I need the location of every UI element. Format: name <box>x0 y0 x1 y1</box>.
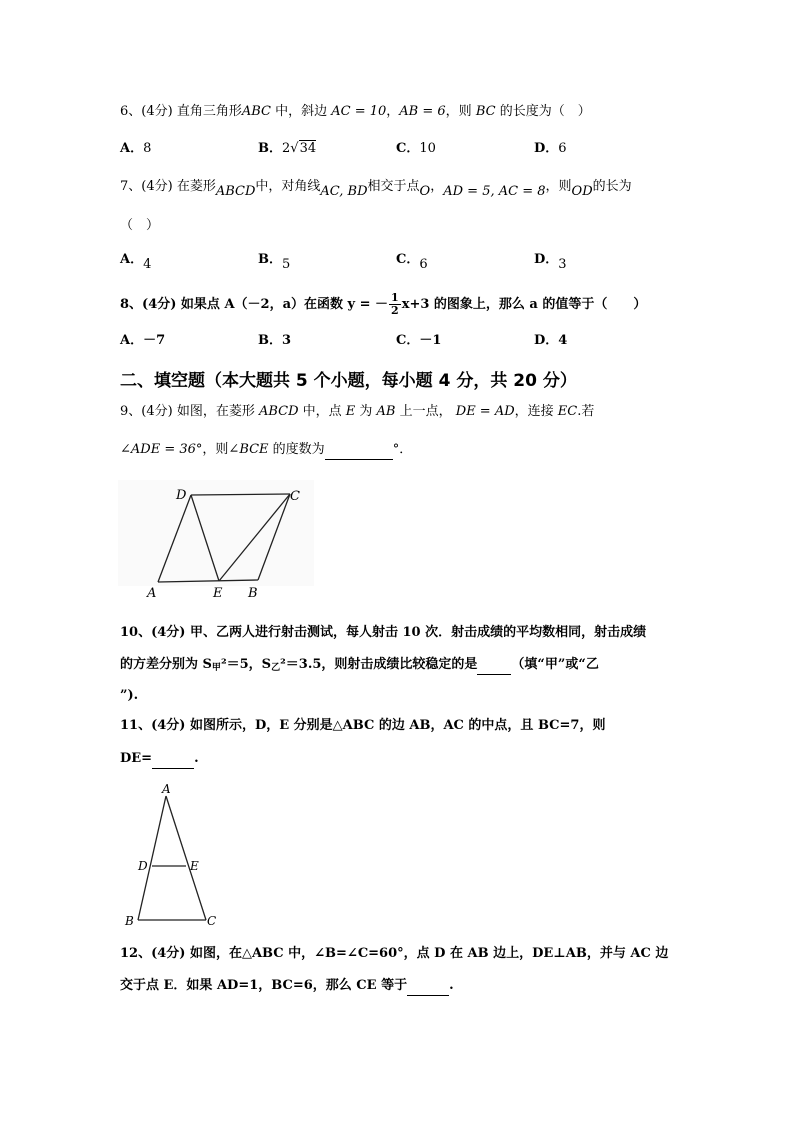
q12-text: 交于点 E．如果 AD=1，BC=6，那么 CE 等于 <box>120 978 408 993</box>
q11-line2 <box>120 750 199 769</box>
q9-point-e: E <box>345 404 356 419</box>
q10-sub-jia: 甲 <box>211 663 221 673</box>
q9-text: 上一点， <box>395 404 456 419</box>
q7-prefix: 7、(4分) 在菱形 <box>120 179 216 194</box>
fraction-numerator: 1 <box>391 291 399 304</box>
option-value: 3 <box>282 333 292 348</box>
segment-ac <box>166 796 206 920</box>
label-a: A <box>147 586 157 601</box>
q7-stem <box>120 178 632 199</box>
q9-ab: AB <box>376 404 396 419</box>
q9-rhombus-figure <box>118 478 318 603</box>
option-value: －1 <box>419 333 442 348</box>
option-value: －7 <box>143 333 166 348</box>
label-e: E <box>190 859 199 873</box>
q6-eq-ac: AC = 10 <box>331 104 387 119</box>
q6-eq-ab: AB = 6 <box>399 104 446 119</box>
option-label: C． <box>396 333 420 348</box>
option-value: 4 <box>143 257 152 272</box>
label-c: C <box>290 489 300 504</box>
q7-text: ，则 <box>545 179 572 194</box>
q6-triangle: ABC <box>241 104 271 119</box>
q12-line1: 12、(4分) 如图，在△ABC 中，∠B=∠C=60°，点 D 在 AB 边上，DE⊥AB，并与 AC 边 <box>120 946 669 961</box>
option-label: C． <box>396 141 420 156</box>
label-c: C <box>207 914 217 928</box>
q10-line1: 10、(4分) 甲、乙两人进行射击测试，每人射击 10 次．射击成绩的平均数相同，射击成绩 <box>120 625 647 640</box>
q8-stem <box>120 292 646 318</box>
label-e: E <box>213 586 223 601</box>
option-label: A． <box>120 141 144 156</box>
q9-text: 的度数为 <box>268 442 325 457</box>
q8-option-c[interactable] <box>396 332 441 350</box>
q7-diagonals: AC, BD <box>320 184 368 199</box>
q7-equations: AD = 5, AC = 8 <box>443 184 546 199</box>
option-value: 6 <box>558 141 567 156</box>
label-d: D <box>138 859 148 873</box>
q9-text: ，连接 <box>514 404 558 419</box>
q11-line1: 11、(4分) 如图所示，D，E 分别是△ABC 的边 AB，AC 的中点，且 BC=7，则 <box>120 718 606 733</box>
q8-suffix: x+3 的图象上，那么 a 的值等于（ ） <box>401 297 647 312</box>
q7-option-a[interactable] <box>120 251 152 272</box>
option-value: 4 <box>558 333 568 348</box>
q6-prefix: 6、(4分) 直角三角形 <box>120 104 242 119</box>
q11-triangle-figure <box>120 780 230 930</box>
q10-line2 <box>120 656 599 677</box>
option-value: 5 <box>282 257 291 272</box>
q10-sub-yi: 乙 <box>271 663 281 673</box>
q6-suffix: 的长度为（ ） <box>495 104 591 119</box>
q7-text: ， <box>430 179 444 194</box>
q9-stem-line2 <box>120 441 412 460</box>
q7-rhombus: ABCD <box>215 184 256 199</box>
option-label: C． <box>396 252 420 267</box>
option-label: B． <box>258 141 282 156</box>
q7-paren: （ ） <box>120 218 160 233</box>
q10-text: ²＝3.5，则射击成绩比较稳定的是 <box>280 657 478 672</box>
q12-answer-blank[interactable] <box>407 977 449 996</box>
option-value: 3 <box>558 257 567 272</box>
q9-stem-line1 <box>120 403 594 421</box>
option-label: D． <box>534 252 559 267</box>
q11-text: . <box>194 751 199 766</box>
q9-prefix: 9、(4分) 如图，在菱形 <box>120 404 259 419</box>
q9-rhombus: ABCD <box>258 404 299 419</box>
q6-bc: BC <box>475 104 496 119</box>
section-title: 二、填空题（本大题共 5 个小题，每小题 4 分，共 20 分） <box>120 371 577 391</box>
q9-answer-blank[interactable] <box>325 441 393 460</box>
q7-suffix: 的长为 <box>592 179 632 194</box>
q8-fraction <box>389 292 401 317</box>
q11-text: DE= <box>120 751 153 766</box>
q6-option-b[interactable] <box>258 140 316 158</box>
q7-text: 相交于点 <box>367 179 420 194</box>
q9-ec: EC <box>557 404 578 419</box>
q6-text: ， <box>386 104 400 119</box>
label-d: D <box>176 488 187 503</box>
q6-text: ，则 <box>445 104 476 119</box>
segment-ab <box>138 796 166 920</box>
q8-prefix: 8、(4分) 如果点 A（－2，a）在函数 y = － <box>120 297 389 312</box>
fraction-denominator: 2 <box>391 304 399 317</box>
q9-eq: DE = AD <box>455 404 515 419</box>
option-value: 6 <box>419 257 428 272</box>
q6-stem <box>120 103 591 121</box>
q7-point-o: O <box>419 184 431 199</box>
option-label: B． <box>258 252 282 267</box>
q8-option-b[interactable] <box>258 332 291 350</box>
option-value: 2 <box>282 141 291 156</box>
label-b: B <box>248 586 258 601</box>
q8-option-a[interactable] <box>120 332 165 350</box>
q10-hint: （填“甲”或“乙 <box>511 657 599 672</box>
q9-angle-ade: ∠ADE = 36° <box>120 442 203 457</box>
q10-text: 的方差分别为 S <box>120 657 212 672</box>
q12-text: . <box>449 978 454 993</box>
q6-text: 中，斜边 <box>270 104 332 119</box>
q9-text: 中，点 <box>298 404 346 419</box>
q6-option-c[interactable] <box>396 140 436 158</box>
q7-od: OD <box>571 184 593 199</box>
q7-option-c[interactable] <box>396 251 428 272</box>
q9-text: ，则 <box>202 442 229 457</box>
q9-degree: °． <box>392 442 413 457</box>
label-b: B <box>125 914 134 928</box>
q10-answer-blank[interactable] <box>477 656 511 675</box>
q10-text: ²＝5，S <box>220 657 272 672</box>
q7-option-d[interactable] <box>534 251 567 272</box>
q8-option-d[interactable] <box>534 332 567 350</box>
q10-line3: ”). <box>120 688 139 703</box>
q6-option-d[interactable] <box>534 140 567 158</box>
option-label: B． <box>258 333 282 348</box>
q9-text: .若 <box>577 404 595 419</box>
option-value: 10 <box>419 141 436 156</box>
option-label: A． <box>120 252 144 267</box>
option-radicand: 34 <box>299 141 317 156</box>
q9-text: 为 <box>355 404 377 419</box>
option-label: A． <box>120 333 144 348</box>
sqrt-sign: √ <box>290 141 299 156</box>
q7-text: 中，对角线 <box>255 179 321 194</box>
q11-answer-blank[interactable] <box>152 750 194 769</box>
option-value: 8 <box>143 141 152 156</box>
q12-line2 <box>120 977 454 996</box>
label-a: A <box>162 782 171 796</box>
q7-option-b[interactable] <box>258 251 291 272</box>
option-label: D． <box>534 141 559 156</box>
q9-angle-bce: ∠BCE <box>228 442 269 457</box>
option-label: D． <box>534 333 559 348</box>
q6-option-a[interactable] <box>120 140 151 158</box>
